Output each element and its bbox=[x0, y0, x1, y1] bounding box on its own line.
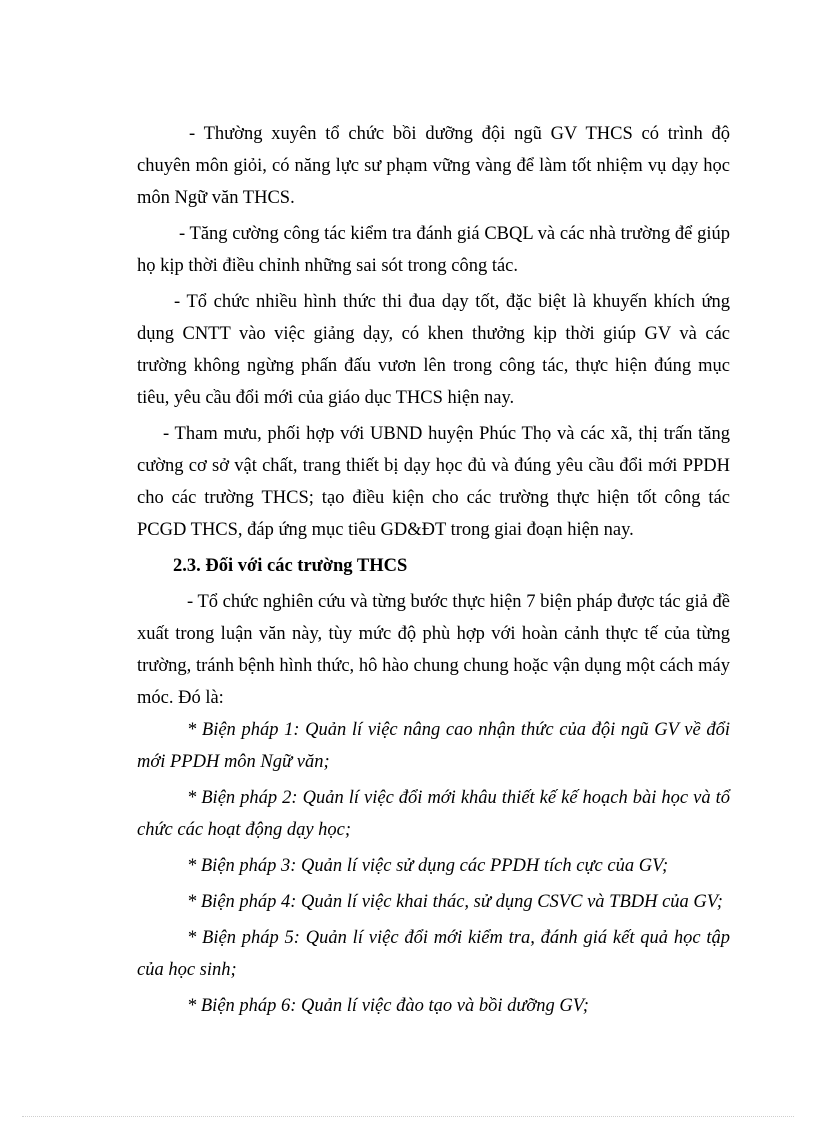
paragraph-emulation: - Tổ chức nhiều hình thức thi đua dạy tốt, đặc biệt là khuyến khích ứng dụng CNTT vào việc giảng dạy, có khen thưởng kịp thời giúp GV và các trường không ngừng phấn đấu vươn lên trong công tác, thực hiện đúng mục tiêu, yêu cầu đổi mới của giáo dục THCS hiện nay. bbox=[137, 292, 730, 408]
document-body bbox=[137, 118, 730, 1022]
measure-item: * Biện pháp 2: Quản lí việc đổi mới khâu thiết kế kế hoạch bài học và tổ chức các hoạt động dạy học; bbox=[137, 788, 730, 840]
paragraph-advisory: - Tham mưu, phối hợp với UBND huyện Phúc Thọ và các xã, thị trấn tăng cường cơ sở vật chất, trang thiết bị dạy học đủ và đúng yêu cầu đổi mới PPDH cho các trường THCS; tạo điều kiện cho các trường thực hiện tốt công tác PCGD THCS, đáp ứng mục tiêu GD&ĐT trong giai đoạn hiện nay. bbox=[137, 424, 730, 540]
paragraph-inspection: - Tăng cường công tác kiểm tra đánh giá CBQL và các nhà trường để giúp họ kịp thời điều chỉnh những sai sót trong công tác. bbox=[137, 224, 730, 276]
measure-item: * Biện pháp 4: Quản lí việc khai thác, sử dụng CSVC và TBDH của GV; bbox=[187, 892, 723, 912]
paragraph-intro-measures: - Tổ chức nghiên cứu và từng bước thực hiện 7 biện pháp được tác giả đề xuất trong luận văn này, tùy mức độ phù hợp với hoàn cảnh thực tế của từng trường, tránh bệnh hình thức, hô hào chung chung hoặc vận dụng một cách máy móc. Đó là: bbox=[137, 592, 730, 708]
page-bottom-divider bbox=[22, 1116, 794, 1117]
paragraph-training-teachers: - Thường xuyên tổ chức bồi dưỡng đội ngũ GV THCS có trình độ chuyên môn giỏi, có năng lực sư phạm vững vàng để làm tốt nhiệm vụ dạy học môn Ngữ văn THCS. bbox=[137, 124, 730, 208]
measure-item: * Biện pháp 5: Quản lí việc đổi mới kiểm tra, đánh giá kết quả học tập của học sinh; bbox=[137, 928, 730, 980]
measure-item: * Biện pháp 3: Quản lí việc sử dụng các PPDH tích cực của GV; bbox=[187, 856, 669, 876]
measure-item: * Biện pháp 1: Quản lí việc nâng cao nhận thức của đội ngũ GV về đổi mới PPDH môn Ngữ văn; bbox=[137, 720, 730, 772]
section-heading: 2.3. Đối với các trường THCS bbox=[173, 556, 408, 576]
measure-item: * Biện pháp 6: Quản lí việc đào tạo và bồi dưỡng GV; bbox=[187, 996, 589, 1016]
